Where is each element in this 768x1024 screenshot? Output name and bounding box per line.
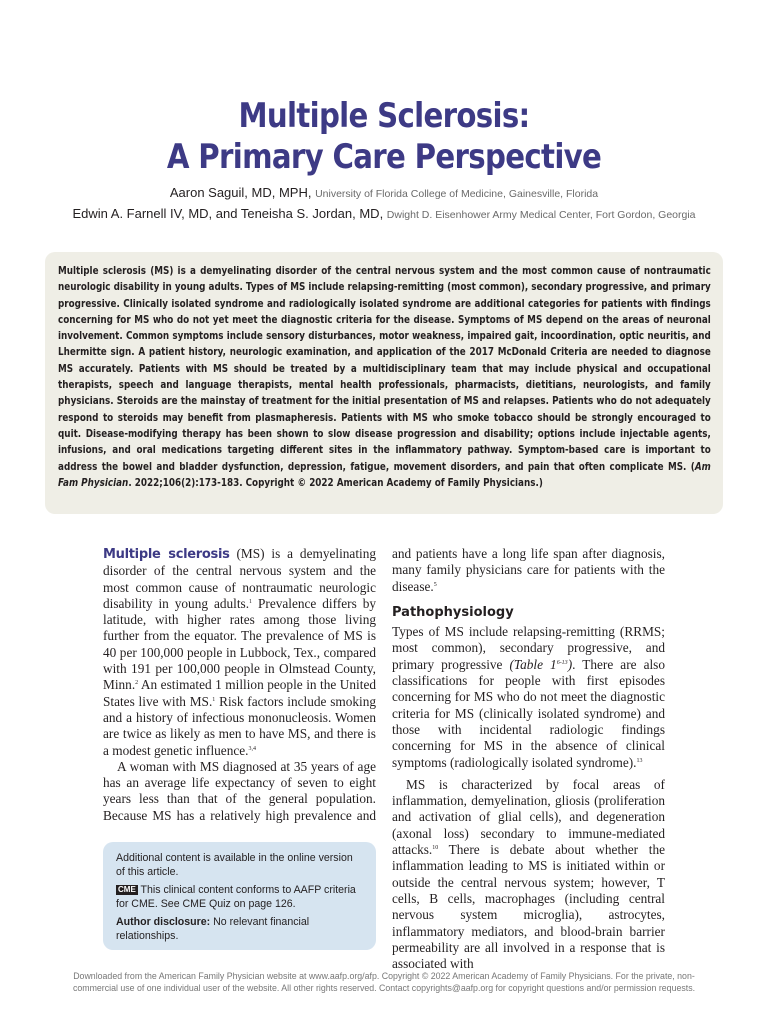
paragraph-text: An estimated 1 million people in the United States live with MS. [103, 677, 376, 709]
abstract-text [58, 263, 711, 491]
author-names-2: Edwin A. Farnell IV, MD, and Teneisha S. Jordan, MD, [72, 206, 387, 221]
paragraph-text: Risk factors include smoking and a history of infectious mononucleosis. Women are twice as likely as men to have MS, and there is a modest genetic influence. [103, 693, 377, 758]
article-info-box [103, 842, 376, 950]
reference-mark: 6-13 [556, 659, 568, 666]
paragraph-text: MS is characterized by focal areas of inflammation, demyelination, gliosis (proliferation and activation of glial cells), and degeneration (axonal loss) secondary to immune-mediated attacks. [392, 776, 665, 858]
paragraph-text: A woman with MS diagnosed at 35 years of age has an average life expectancy of seven to eight years less than that of the general population. Because MS has a relatively high prevalence and [103, 758, 376, 823]
author-affiliation-1: University of Florida College of Medicine, Gainesville, Florida [315, 188, 599, 200]
abstract-citation-journal: Am Fam Physician [58, 459, 711, 489]
body-column-right [392, 546, 665, 972]
title-line-2: A Primary Care Perspective [166, 137, 602, 177]
author-line-1 [0, 185, 768, 200]
paragraph-text: (MS) is a demyelinating disorder of the central nervous system and the most common cause of nontraumatic neurologic disability in young adults. [103, 546, 376, 611]
online-content-note: Additional content is available in the online version of this article. [116, 852, 353, 878]
reference-mark: 1 [249, 598, 253, 605]
reference-mark: 2 [135, 680, 139, 687]
author-disclosure [116, 915, 364, 943]
disclosure-label: Author disclosure: [116, 916, 211, 928]
reference-mark: 13 [636, 757, 643, 764]
paragraph-text: Types of MS include relapsing-remitting (RRMS; most common), secondary progressive, and primary progressive [392, 624, 665, 672]
cme-text: This clinical content conforms to AAFP criteria for CME. See CME Quiz on page 126. [116, 884, 356, 910]
cme-note [116, 883, 364, 911]
body-column-left [103, 546, 376, 825]
body-paragraph-4 [392, 777, 665, 973]
author-names-1: Aaron Saguil, MD, MPH, [169, 185, 316, 200]
author-affiliation-2: Dwight D. Eisenhower Army Medical Center, Fort Gordon, Georgia [386, 209, 696, 221]
author-line-2 [0, 206, 768, 221]
footer-line-2: commercial use of one individual user of the website. All other rights reserved. Contact copyrights@aafp.org for copyright questions and/or permission requests. [72, 983, 696, 993]
disclosure-text: No relevant financial relationships. [116, 916, 310, 942]
cme-badge: CME [118, 885, 136, 894]
paragraph-text: There is debate about whether the inflammation leading to MS is initiated within or outside the central nervous system; however, T cells, B cells, macrophages (including central nervous system microglia), astrocytes, inflammatory mediators, and blood-brain barrier permeability are all involved in a response that is associated with [392, 842, 665, 972]
abstract-body: Multiple sclerosis (MS) is a demyelinating disorder of the central nervous system and the most common cause of nontraumatic neurologic disability in young adults. Types of MS include relapsing-remitting (most common), secondary progressive, and primary progressive. Clinically isolated syndrome and radiologically isolated syndrome are additional categories for patients with findings concerning for MS who do not yet meet the diagnostic criteria for the disease. Symptoms of MS depend on the areas of neuronal involvement. Common symptoms include sensory disturbances, motor weakness, impaired gait, incoordination, optic neuritis, and Lhermitte sign. A patient history, neurologic examination, and application of the 2017 McDonald Criteria are needed to diagnose MS accurately. Patients with MS should be treated by a multidisciplinary team that may include physical and occupational therapists, speech and language therapists, mental health professionals, pharmacists, dietitians, neurologists, and family physicians. Steroids are the mainstay of treatment for the initial presentation of MS and relapses. Patients who do not adequately respond to steroids may benefit from plasmapheresis. Patients with MS who smoke tobacco should be strongly encouraged to quit. Disease-modifying therapy has been shown to slow disease progression and disability; options include injectable agents, infusions, and oral medications targeting different sites in the inflammatory pathway. Symptom-based care is important to address the bowel and bladder dysfunction, depression, fatigue, movement disorders, and pain that often complicate MS. ( [58, 264, 711, 473]
reference-mark: 1 [212, 696, 216, 703]
body-paragraph-1 [103, 546, 376, 759]
reference-mark: 3,4 [248, 745, 256, 752]
section-heading-pathophysiology: Pathophysiology [392, 604, 514, 620]
body-paragraph-2-continued: and patients have a long life span after diagnosis, many family physicians care for patients with the disease.$^5$ [392, 546, 665, 594]
abstract-box [45, 252, 723, 514]
title-line-1: Multiple Sclerosis: [238, 96, 530, 136]
page-footer [0, 970, 768, 994]
lead-term: Multiple sclerosis [103, 547, 230, 562]
body-paragraph-3 [392, 624, 665, 771]
abstract-citation-rest: . 2022;106(2):173-183. Copyright © 2022 American Academy of Family Physicians.) [128, 475, 543, 489]
table-reference[interactable] [509, 657, 572, 672]
table-reference-close: ) [567, 656, 573, 672]
article-title [54, 96, 714, 178]
paragraph-text: Prevalence differs by latitude, with higher rates among those living further from the equator. The prevalence of MS is 40 per 100,000 people in Lubbock, Tex., compared with 191 per 100,000 people in Olmstead County, Minn. [103, 595, 377, 693]
paragraph-text: . There are also classifications for people with first episodes concerning for MS who do not meet the diagnostic criteria for MS (clinically isolated syndrome) and those with incidental radiologic findings concerning for MS in the absence of clinical symptoms (radiologically isolated syndrome). [392, 656, 665, 770]
reference-mark: 10 [432, 845, 439, 852]
footer-line-1: Downloaded from the American Family Physician website at www.aafp.org/afp. Copyright © 2022 American Academy of Family Physicians. For the private, non- [73, 971, 695, 981]
reference-mark: 5 [433, 581, 437, 588]
body-paragraph-2 [103, 759, 376, 825]
table-reference-text: (Table 1 [509, 656, 557, 672]
